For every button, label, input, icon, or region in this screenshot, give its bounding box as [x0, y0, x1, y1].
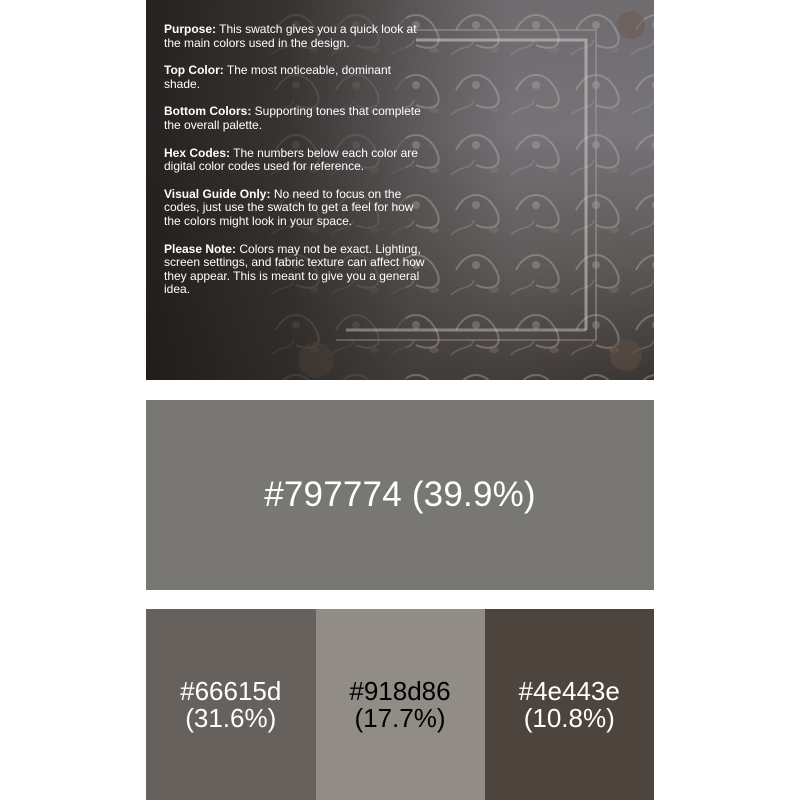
note-heading: Hex Codes: — [164, 145, 231, 160]
note-bottom-colors — [164, 105, 429, 132]
swatch-percent: (10.8%) — [523, 702, 615, 733]
top-color-swatch — [146, 400, 654, 590]
note-heading: Visual Guide Only: — [164, 186, 271, 201]
note-heading: Bottom Colors: — [164, 104, 252, 119]
top-color-percent: (39.9%) — [411, 475, 536, 514]
note-text: The numbers below each color are digital color codes used for reference. — [164, 145, 418, 174]
swatch-hex: #66615d — [180, 675, 282, 706]
note-text: This swatch gives you a quick look at the main colors used in the design. — [164, 22, 417, 50]
swatch-hex: #918d86 — [349, 675, 451, 706]
bottom-color-swatch-1 — [146, 609, 316, 800]
swatch-percent: (31.6%) — [185, 702, 277, 733]
note-text: Colors may not be exact. Lighting, screen settings, and fabric texture can affect how they appear. This is meant to give you a general idea. — [164, 241, 425, 297]
note-hex-codes — [164, 147, 429, 174]
note-text: No need to focus on the codes, just use the swatch to get a feel for how the colors might look in your space. — [164, 186, 414, 228]
note-top-color — [164, 64, 429, 91]
bottom-color-swatch-3 — [485, 609, 655, 800]
note-please-note — [164, 243, 429, 297]
note-heading: Top Color: — [164, 63, 224, 78]
swatch-info-text — [164, 23, 429, 311]
bottom-color-swatch-2 — [316, 609, 485, 800]
note-heading: Purpose: — [164, 22, 217, 36]
note-purpose — [164, 23, 429, 50]
bottom-colors-row — [146, 609, 654, 800]
swatch-percent: (17.7%) — [354, 702, 446, 733]
note-visual-guide — [164, 188, 429, 229]
top-color-hex: #797774 — [264, 475, 402, 514]
note-text: The most noticeable, dominant shade. — [164, 63, 391, 91]
rug-photo — [146, 0, 654, 380]
note-heading: Please Note: — [164, 241, 237, 256]
note-text: Supporting tones that complete the overall palette. — [164, 104, 421, 132]
swatch-hex: #4e443e — [518, 675, 620, 706]
